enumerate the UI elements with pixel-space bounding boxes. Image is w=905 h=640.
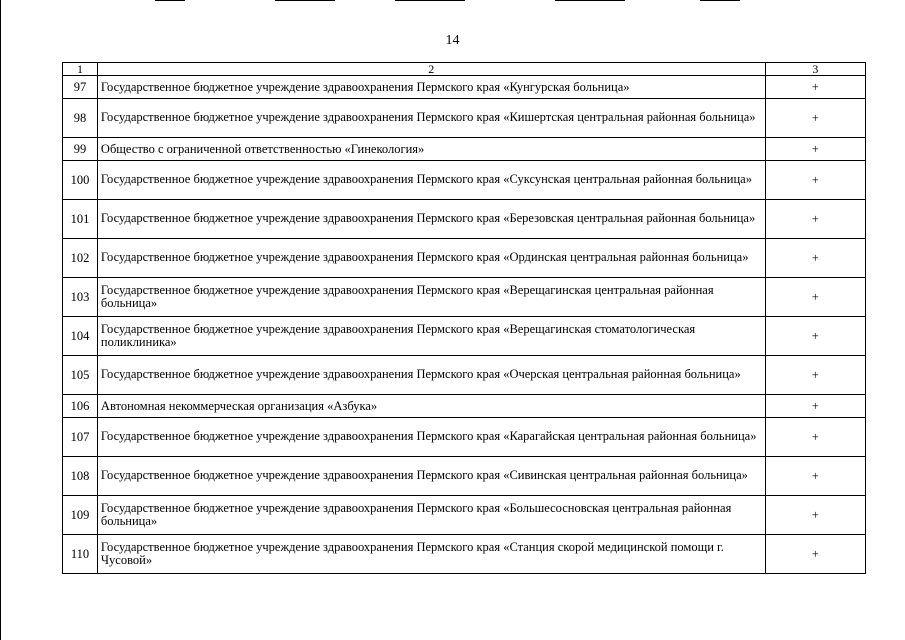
inclusion-mark-cell: + (765, 200, 865, 239)
inclusion-mark-cell: + (765, 76, 865, 99)
row-number-cell: 100 (63, 161, 98, 200)
table-row (63, 418, 866, 457)
row-number-cell: 107 (63, 418, 98, 457)
row-number-cell: 101 (63, 200, 98, 239)
organizations-table (62, 62, 866, 574)
inclusion-mark-cell: + (765, 239, 865, 278)
row-number-cell: 105 (63, 356, 98, 395)
page-number: 14 (445, 33, 460, 48)
row-number-cell: 99 (63, 138, 98, 161)
inclusion-mark-cell: + (765, 99, 865, 138)
table-row (63, 161, 866, 200)
header-col-1: 1 (63, 63, 98, 76)
table-row (63, 200, 866, 239)
inclusion-mark-cell: + (765, 457, 865, 496)
table-row (63, 535, 866, 574)
organization-name-cell: Государственное бюджетное учреждение здравоохранения Пермского края «Очерская центральная районная больница» (97, 356, 765, 395)
row-number-cell: 104 (63, 317, 98, 356)
inclusion-mark-cell: + (765, 278, 865, 317)
inclusion-mark-cell: + (765, 161, 865, 200)
table-header-row (63, 63, 866, 76)
table-row (63, 395, 866, 418)
organization-name-cell: Государственное бюджетное учреждение здравоохранения Пермского края «Ординская центральная районная больница» (97, 239, 765, 278)
row-number-cell: 106 (63, 395, 98, 418)
organization-name-cell: Государственное бюджетное учреждение здравоохранения Пермского края «Верещагинская стоматологическая поликлиника» (97, 317, 765, 356)
table-row (63, 356, 866, 395)
header-col-3: 3 (765, 63, 865, 76)
table-row (63, 76, 866, 99)
scan-artifact-marks (0, 0, 905, 4)
organization-name-cell: Государственное бюджетное учреждение здравоохранения Пермского края «Карагайская центральная районная больница» (97, 418, 765, 457)
table-row (63, 239, 866, 278)
table-row (63, 138, 866, 161)
inclusion-mark-cell: + (765, 356, 865, 395)
header-col-2: 2 (97, 63, 765, 76)
table-body (63, 63, 866, 574)
table-row (63, 99, 866, 138)
row-number-cell: 103 (63, 278, 98, 317)
organization-name-cell: Государственное бюджетное учреждение здравоохранения Пермского края «Березовская центральная районная больница» (97, 200, 765, 239)
row-number-cell: 108 (63, 457, 98, 496)
scan-edge-line (0, 0, 1, 640)
organization-name-cell: Государственное бюджетное учреждение здравоохранения Пермского края «Верещагинская центральная районная больница» (97, 278, 765, 317)
organization-name-cell: Общество с ограниченной ответственностью «Гинекология» (97, 138, 765, 161)
inclusion-mark-cell: + (765, 535, 865, 574)
table-row (63, 496, 866, 535)
row-number-cell: 110 (63, 535, 98, 574)
table-row (63, 457, 866, 496)
inclusion-mark-cell: + (765, 138, 865, 161)
inclusion-mark-cell: + (765, 496, 865, 535)
organization-name-cell: Государственное бюджетное учреждение здравоохранения Пермского края «Суксунская центральная районная больница» (97, 161, 765, 200)
organization-name-cell: Государственное бюджетное учреждение здравоохранения Пермского края «Большесосновская центральная районная больница» (97, 496, 765, 535)
organization-name-cell: Автономная некоммерческая организация «Азбука» (97, 395, 765, 418)
organization-name-cell: Государственное бюджетное учреждение здравоохранения Пермского края «Сивинская центральная районная больница» (97, 457, 765, 496)
table-row (63, 317, 866, 356)
organization-name-cell: Государственное бюджетное учреждение здравоохранения Пермского края «Станция скорой медицинской помощи г. Чусовой» (97, 535, 765, 574)
row-number-cell: 102 (63, 239, 98, 278)
organization-name-cell: Государственное бюджетное учреждение здравоохранения Пермского края «Кунгурская больница» (97, 76, 765, 99)
inclusion-mark-cell: + (765, 418, 865, 457)
row-number-cell: 97 (63, 76, 98, 99)
row-number-cell: 109 (63, 496, 98, 535)
inclusion-mark-cell: + (765, 317, 865, 356)
table-row (63, 278, 866, 317)
organization-name-cell: Государственное бюджетное учреждение здравоохранения Пермского края «Кишертская центральная районная больница» (97, 99, 765, 138)
row-number-cell: 98 (63, 99, 98, 138)
inclusion-mark-cell: + (765, 395, 865, 418)
